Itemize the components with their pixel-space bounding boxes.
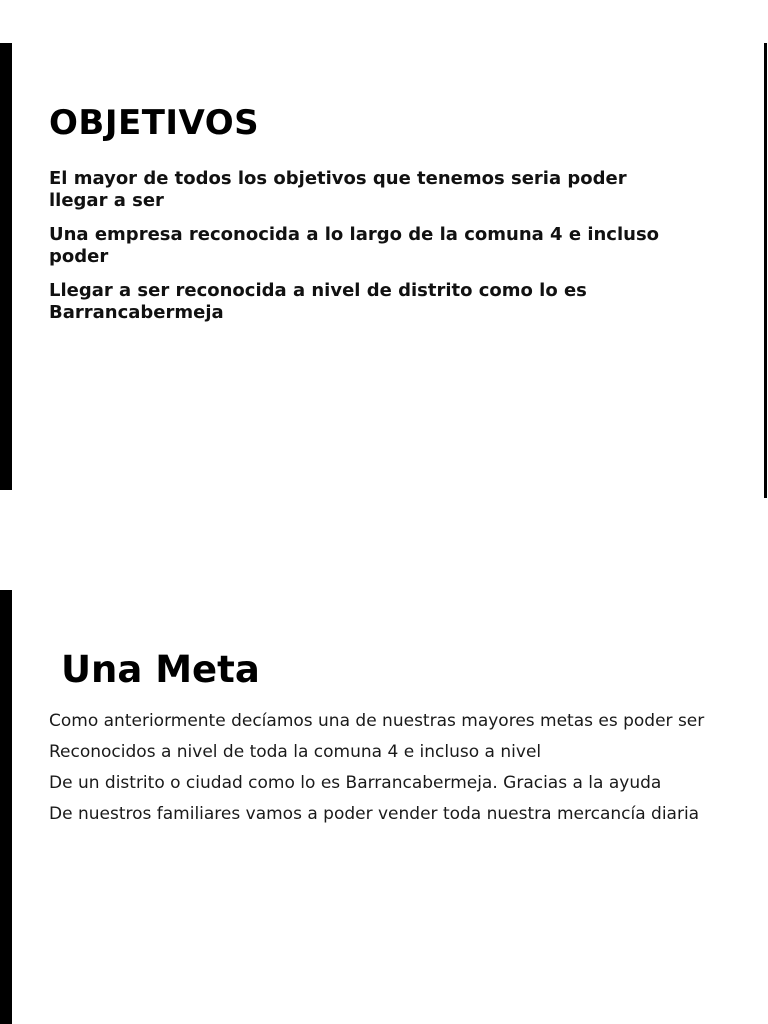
bullet-item: De nuestros familiares vamos a poder vender toda nuestra mercancía diaria — [49, 804, 700, 824]
bullet-item: El mayor de todos los objetivos que tenemos seria poder llegar a ser — [49, 168, 627, 211]
slide-title: Una Meta — [61, 648, 260, 691]
bullet-item: Reconocidos a nivel de toda la comuna 4 e incluso a nivel — [49, 742, 542, 762]
bullet-item: De un distrito o ciudad como lo es Barrancabermeja. Gracias a la ayuda — [49, 773, 662, 793]
slide-objetivos — [0, 43, 768, 498]
slide-left-border — [0, 43, 12, 490]
slide-una-meta — [0, 590, 768, 1024]
bullet-list — [49, 711, 724, 835]
slide-right-border — [764, 43, 767, 498]
slide-left-border — [0, 590, 12, 1024]
bullet-item: Una empresa reconocida a lo largo de la comuna 4 e incluso poder — [49, 224, 660, 267]
bullet-item: Llegar a ser reconocida a nivel de distrito como lo es Barrancabermeja — [49, 280, 587, 323]
slide-title: OBJETIVOS — [49, 103, 260, 143]
bullet-list — [49, 168, 689, 336]
bullet-item: Como anteriormente decíamos una de nuestras mayores metas es poder ser — [49, 711, 705, 731]
